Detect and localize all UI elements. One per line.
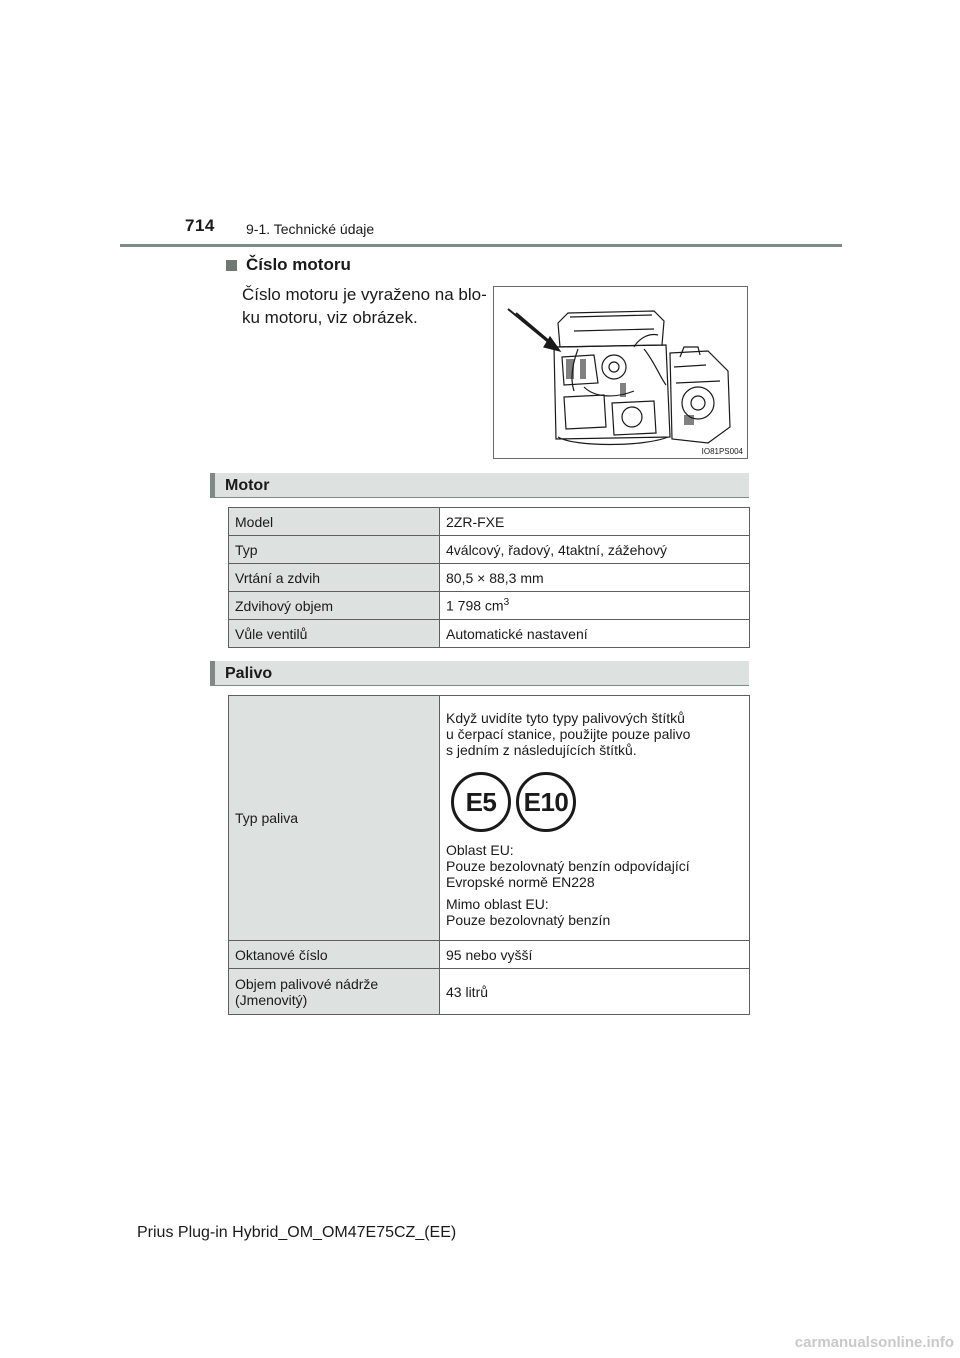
table-row bbox=[229, 564, 750, 592]
heading-square-icon bbox=[226, 260, 237, 271]
spec-value: 4válcový, řadový, 4taktní, zážehový bbox=[440, 536, 750, 564]
engine-number-text bbox=[242, 283, 492, 329]
fuel-spec-table bbox=[228, 695, 750, 1015]
displacement-unit-exponent: 3 bbox=[503, 597, 510, 609]
text-line: Když uvidíte tyto typy palivových štítků bbox=[446, 709, 685, 726]
fuel-type-intro bbox=[446, 710, 743, 758]
fuel-section-bar bbox=[210, 661, 749, 686]
text-line: (Jmenovitý) bbox=[235, 991, 308, 1008]
text-line: Mimo oblast EU: bbox=[446, 895, 549, 912]
motor-spec-table bbox=[228, 507, 750, 648]
spec-value: 2ZR-FXE bbox=[440, 508, 750, 536]
watermark: carmanualsonline.info bbox=[794, 1334, 954, 1351]
section-bar-accent bbox=[210, 661, 215, 685]
spec-key: Oktanové číslo bbox=[229, 941, 440, 969]
non-eu-area-text bbox=[446, 896, 743, 928]
motor-section-title: Motor bbox=[225, 477, 270, 494]
page-number: 714 bbox=[185, 216, 215, 235]
chapter-title: 9-1. Technické údaje bbox=[246, 221, 375, 237]
engine-number-heading bbox=[226, 255, 351, 275]
motor-section-bar bbox=[210, 473, 749, 498]
table-row bbox=[229, 536, 750, 564]
fuel-label-e5-badge: E5 bbox=[451, 772, 511, 832]
spec-value bbox=[440, 592, 750, 620]
table-row bbox=[229, 592, 750, 620]
text-line: s jedním z následujících štítků. bbox=[446, 741, 637, 758]
text-line: Oblast EU: bbox=[446, 841, 514, 858]
engine-figure bbox=[493, 286, 748, 459]
text-line: Objem palivové nádrže bbox=[235, 975, 379, 992]
spec-key: Vůle ventilů bbox=[229, 620, 440, 648]
spec-value bbox=[440, 696, 750, 941]
spec-key bbox=[229, 969, 440, 1015]
spec-key: Zdvihový objem bbox=[229, 592, 440, 620]
spec-key: Vrtání a zdvih bbox=[229, 564, 440, 592]
spec-value: 95 nebo vyšší bbox=[440, 941, 750, 969]
table-row bbox=[229, 696, 750, 941]
spec-key: Typ bbox=[229, 536, 440, 564]
text-line: Pouze bezolovnatý benzín odpovídající bbox=[446, 857, 690, 874]
figure-code: IO81PS004 bbox=[701, 447, 743, 456]
fuel-label-e10-badge: E10 bbox=[516, 772, 576, 832]
header-rule bbox=[120, 244, 842, 247]
engine-illustration bbox=[494, 287, 747, 458]
section-bar-accent bbox=[210, 473, 215, 497]
displacement-value: 1 798 cm bbox=[446, 597, 504, 614]
table-row bbox=[229, 941, 750, 969]
spec-value: 43 litrů bbox=[440, 969, 750, 1015]
table-row bbox=[229, 969, 750, 1015]
engine-number-text-line: ku motoru, viz obrázek. bbox=[242, 308, 418, 327]
table-row bbox=[229, 508, 750, 536]
text-line: Evropské normě EN228 bbox=[446, 873, 595, 890]
table-row bbox=[229, 620, 750, 648]
fuel-labels bbox=[451, 772, 743, 832]
spec-value: 80,5 × 88,3 mm bbox=[440, 564, 750, 592]
footer-document-id: Prius Plug-in Hybrid_OM_OM47E75CZ_(EE) bbox=[137, 1224, 457, 1241]
spec-key: Model bbox=[229, 508, 440, 536]
eu-area-text bbox=[446, 842, 743, 890]
fuel-section-title: Palivo bbox=[225, 665, 273, 682]
text-line: Pouze bezolovnatý benzín bbox=[446, 911, 611, 928]
spec-value: Automatické nastavení bbox=[440, 620, 750, 648]
engine-number-text-line: Číslo motoru je vyraženo na blo- bbox=[242, 285, 487, 304]
spec-key: Typ paliva bbox=[229, 696, 440, 941]
text-line: u čerpací stanice, použijte pouze palivo bbox=[446, 725, 691, 742]
engine-number-heading-text: Číslo motoru bbox=[246, 255, 351, 274]
